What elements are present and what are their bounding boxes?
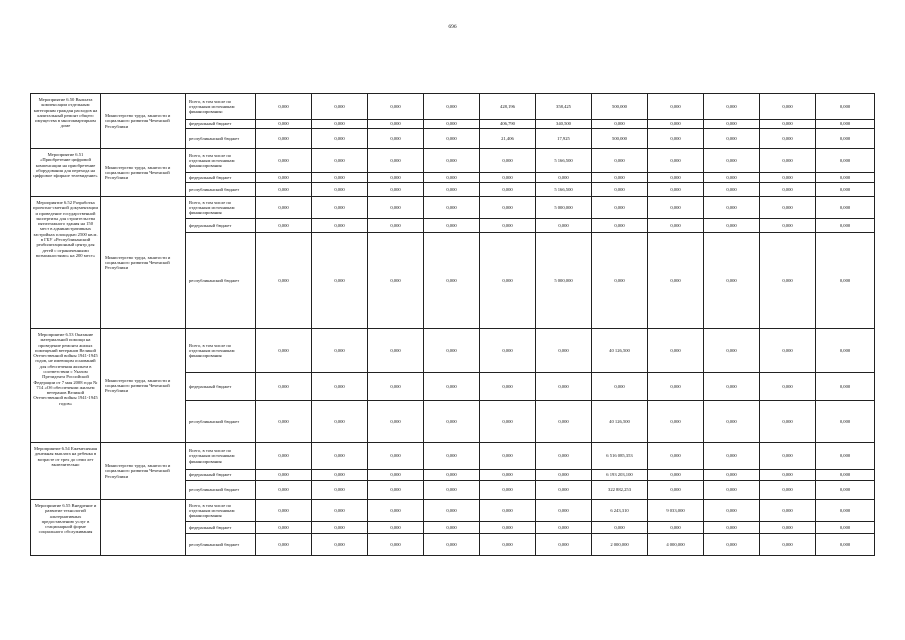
value-cell: 0,000 [480, 401, 536, 443]
value-cell: 0,000 [704, 481, 760, 500]
value-cell: 0,000 [704, 149, 760, 173]
value-cell: 0,000 [760, 329, 816, 373]
value-cell: 0,000 [480, 149, 536, 173]
value-cell: 0,000 [704, 329, 760, 373]
value-cell: 0,000 [536, 329, 592, 373]
value-cell: 0,000 [312, 197, 368, 219]
value-cell: 0,000 [312, 373, 368, 401]
value-cell: 0,000 [648, 120, 704, 129]
value-cell: 0,000 [704, 197, 760, 219]
value-cell: 0,000 [648, 373, 704, 401]
value-cell: 0,000 [480, 329, 536, 373]
funding-source-cell: федеральный бюджет [186, 120, 256, 129]
value-cell: 0,000 [592, 233, 648, 329]
funding-source-cell: республиканский бюджет [186, 183, 256, 197]
value-cell: 17,925 [536, 129, 592, 149]
value-cell: 0,000 [480, 183, 536, 197]
value-cell: 0,000 [536, 470, 592, 481]
value-cell: 0,000 [648, 129, 704, 149]
value-cell: 0,000 [424, 329, 480, 373]
value-cell: 5 000,000 [536, 233, 592, 329]
value-cell: 500,000 [592, 94, 648, 120]
measure-cell: Мероприятие 6.53 Оказание материальной помощи на проведение ремонта жилых помещений ветеранов Великой Отечественной войны 1941-1945 годов, не имеющим оснований для обеспечения жильем в соответствии с Указом Президента Российской Федерации от 7 мая 2008 года № 714 «Об обеспечении жильем ветеранов Великой Отечественной войны 1941-1945 годов» [31, 329, 101, 443]
value-cell: 0,000 [368, 470, 424, 481]
value-cell: 40 126,500 [592, 401, 648, 443]
value-cell: 0,000 [424, 149, 480, 173]
value-cell: 0,000 [368, 149, 424, 173]
value-cell: 5 166,500 [536, 183, 592, 197]
value-cell: 0,000 [312, 183, 368, 197]
value-cell: 0,000 [816, 94, 875, 120]
value-cell: 5 000,000 [536, 197, 592, 219]
value-cell: 0,000 [256, 534, 312, 556]
value-cell: 0,000 [480, 373, 536, 401]
value-cell: 0,000 [424, 233, 480, 329]
value-cell: 9 033,000 [648, 500, 704, 522]
value-cell: 0,000 [256, 149, 312, 173]
value-cell: 0,000 [424, 522, 480, 534]
value-cell: 428,196 [480, 94, 536, 120]
value-cell: 0,000 [312, 329, 368, 373]
funding-source-cell: федеральный бюджет [186, 373, 256, 401]
value-cell: 0,000 [256, 373, 312, 401]
value-cell: 0,000 [368, 500, 424, 522]
value-cell: 0,000 [760, 470, 816, 481]
value-cell: 0,000 [704, 443, 760, 470]
table-row [31, 329, 875, 373]
value-cell: 340,500 [536, 120, 592, 129]
value-cell: 0,000 [256, 522, 312, 534]
value-cell: 0,000 [760, 481, 816, 500]
value-cell: 0,000 [648, 173, 704, 183]
funding-source-cell: Всего, в том числе по отдельным источникам финансирования [186, 149, 256, 173]
value-cell: 21,406 [480, 129, 536, 149]
value-cell: 0,000 [424, 534, 480, 556]
value-cell: 0,000 [312, 219, 368, 233]
value-cell: 40 126,500 [592, 329, 648, 373]
value-cell: 0,000 [480, 470, 536, 481]
value-cell: 0,000 [368, 183, 424, 197]
value-cell: 406,790 [480, 120, 536, 129]
value-cell: 0,000 [816, 120, 875, 129]
value-cell: 0,000 [424, 173, 480, 183]
value-cell: 0,000 [480, 443, 536, 470]
value-cell: 0,000 [816, 470, 875, 481]
value-cell: 0,000 [592, 149, 648, 173]
value-cell: 0,000 [256, 401, 312, 443]
value-cell: 0,000 [424, 197, 480, 219]
value-cell: 0,000 [536, 500, 592, 522]
value-cell: 0,000 [816, 401, 875, 443]
value-cell: 0,000 [368, 401, 424, 443]
value-cell: 0,000 [256, 233, 312, 329]
value-cell: 0,000 [760, 373, 816, 401]
value-cell: 0,000 [424, 481, 480, 500]
value-cell: 0,000 [592, 120, 648, 129]
value-cell: 0,000 [256, 129, 312, 149]
funding-source-cell: федеральный бюджет [186, 522, 256, 534]
value-cell: 0,000 [704, 522, 760, 534]
value-cell: 0,000 [816, 149, 875, 173]
value-cell: 0,000 [704, 233, 760, 329]
value-cell: 0,000 [760, 173, 816, 183]
value-cell: 0,000 [256, 183, 312, 197]
value-cell: 0,000 [592, 373, 648, 401]
value-cell: 0,000 [312, 500, 368, 522]
value-cell: 0,000 [704, 219, 760, 233]
value-cell: 0,000 [256, 481, 312, 500]
value-cell: 0,000 [424, 183, 480, 197]
funding-source-cell: Всего, в том числе по отдельным источникам финансирования [186, 443, 256, 470]
value-cell: 0,000 [816, 500, 875, 522]
value-cell: 0,000 [648, 149, 704, 173]
table-row [31, 149, 875, 173]
value-cell: 0,000 [704, 120, 760, 129]
value-cell: 0,000 [368, 534, 424, 556]
responsible-cell: Министерство труда, занятости и социального развития Чеченской Республики [101, 149, 186, 197]
value-cell: 0,000 [256, 94, 312, 120]
funding-source-cell: федеральный бюджет [186, 470, 256, 481]
value-cell: 0,000 [256, 120, 312, 129]
value-cell: 0,000 [704, 534, 760, 556]
responsible-cell: Министерство труда, занятости и социального развития Чеченской Республики [101, 443, 186, 500]
value-cell: 0,000 [760, 197, 816, 219]
measure-cell: Мероприятие 6.51 «Приобретение цифровой компенсации на приобретение оборудования для перехода на цифровое эфирное телевидение» [31, 149, 101, 197]
value-cell: 0,000 [816, 534, 875, 556]
value-cell: 0,000 [760, 120, 816, 129]
value-cell: 0,000 [704, 183, 760, 197]
value-cell: 0,000 [312, 173, 368, 183]
value-cell: 0,000 [424, 373, 480, 401]
value-cell: 0,000 [368, 173, 424, 183]
value-cell: 0,000 [424, 94, 480, 120]
value-cell: 0,000 [424, 219, 480, 233]
table-row [31, 443, 875, 470]
value-cell: 0,000 [704, 373, 760, 401]
value-cell: 0,000 [480, 534, 536, 556]
value-cell: 0,000 [816, 197, 875, 219]
value-cell: 0,000 [704, 401, 760, 443]
value-cell: 0,000 [648, 233, 704, 329]
funding-source-cell: федеральный бюджет [186, 219, 256, 233]
value-cell: 0,000 [368, 233, 424, 329]
value-cell: 0,000 [760, 94, 816, 120]
value-cell: 0,000 [368, 481, 424, 500]
value-cell: 0,000 [816, 329, 875, 373]
value-cell: 0,000 [480, 197, 536, 219]
value-cell: 0,000 [760, 401, 816, 443]
value-cell: 0,000 [368, 329, 424, 373]
value-cell: 0,000 [816, 481, 875, 500]
value-cell: 0,000 [256, 173, 312, 183]
funding-source-cell: Всего, в том числе по отдельным источникам финансирования [186, 197, 256, 219]
measure-cell: Мероприятие 6.52 Разработка проектно-сметной документации и проведение государственной экспертизы для строительства пятиэтажного здания на 150 мест в административных застройках площадью 2500 кв.м. в ГБУ «Республиканский реабилитационный центр для детей с ограниченными возможностями» на 200 мест» [31, 197, 101, 329]
funding-source-cell: Всего, в том числе по отдельным источникам финансирования [186, 329, 256, 373]
value-cell: 0,000 [536, 401, 592, 443]
value-cell: 0,000 [368, 120, 424, 129]
value-cell: 0,000 [648, 219, 704, 233]
value-cell: 0,000 [312, 443, 368, 470]
value-cell: 2 000,000 [592, 534, 648, 556]
table-row [31, 197, 875, 219]
value-cell: 0,000 [536, 534, 592, 556]
value-cell: 0,000 [368, 373, 424, 401]
value-cell: 0,000 [368, 443, 424, 470]
value-cell: 0,000 [816, 233, 875, 329]
value-cell: 0,000 [312, 129, 368, 149]
value-cell: 0,000 [816, 129, 875, 149]
value-cell: 0,000 [648, 481, 704, 500]
value-cell: 0,000 [704, 94, 760, 120]
value-cell: 0,000 [648, 401, 704, 443]
value-cell: 0,000 [760, 149, 816, 173]
value-cell: 0,000 [312, 233, 368, 329]
value-cell: 0,000 [704, 173, 760, 183]
value-cell: 0,000 [536, 173, 592, 183]
responsible-cell: Министерство труда, занятости и социального развития Чеченской Республики [101, 329, 186, 443]
value-cell: 0,000 [312, 481, 368, 500]
value-cell: 0,000 [368, 129, 424, 149]
value-cell: 0,000 [536, 481, 592, 500]
value-cell: 0,000 [424, 500, 480, 522]
value-cell: 0,000 [648, 197, 704, 219]
value-cell: 0,000 [648, 94, 704, 120]
value-cell: 0,000 [760, 500, 816, 522]
value-cell: 0,000 [816, 373, 875, 401]
value-cell: 0,000 [592, 197, 648, 219]
value-cell: 0,000 [256, 470, 312, 481]
value-cell: 0,000 [816, 183, 875, 197]
value-cell: 0,000 [424, 470, 480, 481]
value-cell: 0,000 [536, 219, 592, 233]
value-cell: 0,000 [480, 219, 536, 233]
value-cell: 0,000 [760, 233, 816, 329]
value-cell: 0,000 [760, 183, 816, 197]
value-cell: 0,000 [704, 500, 760, 522]
value-cell: 0,000 [368, 219, 424, 233]
responsible-cell: Министерство труда, занятости и социального развития Чеченской Республики [101, 197, 186, 329]
value-cell: 0,000 [312, 522, 368, 534]
value-cell: 0,000 [256, 197, 312, 219]
page-number: 696 [448, 24, 457, 30]
value-cell: 0,000 [424, 129, 480, 149]
value-cell: 0,000 [256, 443, 312, 470]
value-cell: 0,000 [536, 522, 592, 534]
value-cell: 0,000 [760, 534, 816, 556]
measure-cell: Мероприятие 6.54 Ежемесячная денежная выплата на ребенка в возрасте от трех до семи лет включительно [31, 443, 101, 500]
value-cell: 6 516 085,353 [592, 443, 648, 470]
value-cell: 0,000 [424, 120, 480, 129]
value-cell: 0,000 [312, 534, 368, 556]
value-cell: 0,000 [312, 120, 368, 129]
value-cell: 4 000,000 [648, 534, 704, 556]
value-cell: 0,000 [312, 401, 368, 443]
funding-source-cell: республиканский бюджет [186, 401, 256, 443]
value-cell: 0,000 [760, 443, 816, 470]
value-cell: 0,000 [592, 219, 648, 233]
value-cell: 0,000 [704, 129, 760, 149]
funding-source-cell: Всего, в том числе по отдельным источникам финансирования [186, 500, 256, 522]
value-cell: 0,000 [816, 443, 875, 470]
funding-source-cell: Всего, в том числе по отдельным источникам финансирования: [186, 94, 256, 120]
value-cell: 0,000 [312, 470, 368, 481]
value-cell: 0,000 [592, 183, 648, 197]
value-cell: 0,000 [592, 173, 648, 183]
value-cell: 0,000 [480, 500, 536, 522]
value-cell: 0,000 [648, 329, 704, 373]
value-cell: 0,000 [816, 173, 875, 183]
measure-cell: Мероприятие 6.55 Внедрение и развитие технологий альтернативных предоставлению услуг в стационарной форме социального обслуживания [31, 500, 101, 556]
value-cell: 0,000 [312, 94, 368, 120]
value-cell: 0,000 [256, 500, 312, 522]
value-cell: 0,000 [368, 197, 424, 219]
funding-source-cell: республиканский бюджет [186, 129, 256, 149]
funding-source-cell: федеральный бюджет [186, 173, 256, 183]
value-cell: 5 166,500 [536, 149, 592, 173]
value-cell: 0,000 [312, 149, 368, 173]
measure-cell: Мероприятие 6.50 Выплата компенсации отдельным категориям граждан расходов на капитальный ремонт общего имущества в многоквартирном доме [31, 94, 101, 149]
value-cell: 0,000 [760, 129, 816, 149]
value-cell: 0,000 [480, 522, 536, 534]
budget-table [30, 93, 875, 556]
value-cell: 0,000 [480, 173, 536, 183]
value-cell: 0,000 [816, 219, 875, 233]
value-cell: 0,000 [256, 219, 312, 233]
value-cell: 500,000 [592, 129, 648, 149]
value-cell: 0,000 [480, 233, 536, 329]
value-cell: 6 193 203,100 [592, 470, 648, 481]
value-cell: 322 882,253 [592, 481, 648, 500]
value-cell: 0,000 [368, 522, 424, 534]
value-cell: 0,000 [256, 329, 312, 373]
value-cell: 0,000 [536, 373, 592, 401]
value-cell: 0,000 [424, 443, 480, 470]
value-cell: 6 243,310 [592, 500, 648, 522]
value-cell: 0,000 [760, 522, 816, 534]
value-cell: 0,000 [704, 470, 760, 481]
value-cell: 0,000 [592, 522, 648, 534]
responsible-cell [101, 500, 186, 556]
value-cell: 0,000 [368, 94, 424, 120]
value-cell: 0,000 [648, 470, 704, 481]
funding-source-cell: республиканский бюджет [186, 534, 256, 556]
table-row [31, 94, 875, 120]
funding-source-cell: республиканский бюджет [186, 233, 256, 329]
value-cell: 0,000 [648, 443, 704, 470]
value-cell: 0,000 [816, 522, 875, 534]
value-cell: 0,000 [648, 183, 704, 197]
funding-source-cell: республиканский бюджет [186, 481, 256, 500]
responsible-cell: Министерство труда, занятости и социального развития Чеченской Республики [101, 94, 186, 149]
value-cell: 0,000 [536, 443, 592, 470]
value-cell: 0,000 [760, 219, 816, 233]
value-cell: 0,000 [648, 522, 704, 534]
value-cell: 0,000 [424, 401, 480, 443]
table-row [31, 500, 875, 522]
value-cell: 0,000 [480, 481, 536, 500]
value-cell: 358,425 [536, 94, 592, 120]
